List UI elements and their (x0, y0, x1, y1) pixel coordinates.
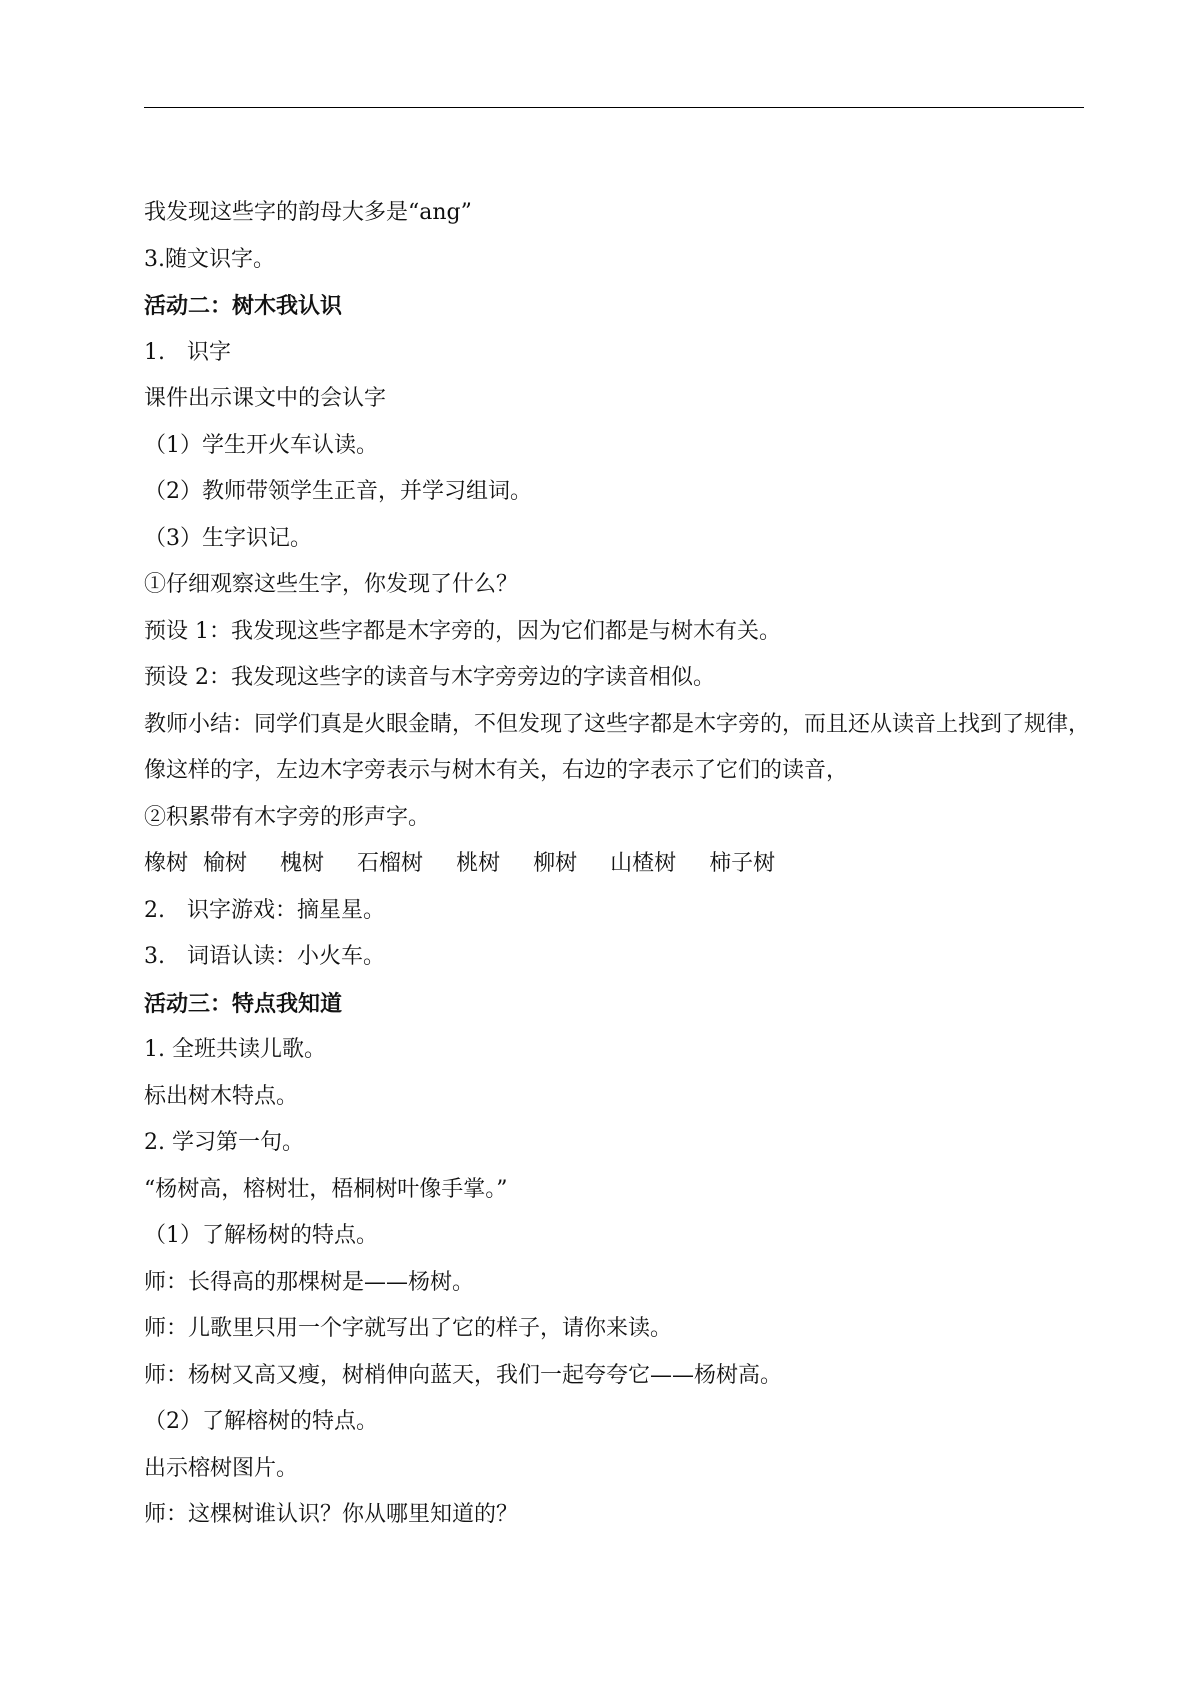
section-heading-activity-3: 活动三：特点我知道 (144, 990, 343, 1017)
tree-word: 榆树 (203, 851, 248, 876)
text-line: 2. 识字游戏：摘星星。 (144, 897, 385, 923)
tree-word: 柿子树 (709, 851, 776, 876)
text-line: 1. 识字 (144, 339, 231, 365)
text-line: 3.随文识字。 (144, 246, 275, 272)
text-line: 师：儿歌里只用一个字就写出了它的样子，请你来读。 (144, 1316, 673, 1341)
tree-word: 柳树 (533, 851, 578, 876)
text-line: ②积累带有木字旁的形声字。 (144, 804, 431, 830)
header-rule (144, 107, 1084, 108)
section-heading-activity-2: 活动二：树木我认识 (144, 293, 343, 319)
text-line: 标出树木特点。 (144, 1083, 299, 1109)
text-line: 1. 全班共读儿歌。 (144, 1037, 326, 1062)
text-line: 出示榕树图片。 (144, 1455, 299, 1481)
tree-word-list (144, 841, 1094, 888)
tree-word: 山楂树 (610, 851, 677, 876)
text-line: “杨树高，榕树壮，梧桐树叶像手掌。” (144, 1176, 508, 1202)
text-line: 师：杨树又高又瘦，树梢伸向蓝天，我们一起夸夸它——杨树高。 (144, 1362, 783, 1388)
tree-word: 石榴树 (357, 851, 424, 876)
text-line: 预设 2：我发现这些字的读音与木字旁旁边的字读音相似。 (144, 665, 715, 690)
text-line: 师：长得高的那棵树是——杨树。 (144, 1269, 475, 1295)
text-line: 我发现这些字的韵母大多是“ang” (144, 200, 472, 225)
text-line: （2）教师带领学生正音，并学习组词。 (144, 479, 532, 504)
teacher-summary-paragraph: 教师小结：同学们真是火眼金睛，不但发现了这些字都是木字旁的，而且还从读音上找到了规律，像这样的字，左边木字旁表示与树木有关，右边的字表示了它们的读音， (144, 711, 1091, 783)
text-line: 2. 学习第一句。 (144, 1130, 304, 1155)
text-line: 预设 1：我发现这些字都是木字旁的，因为它们都是与树木有关。 (144, 618, 781, 644)
tree-word: 槐树 (280, 851, 325, 876)
document-body (144, 190, 1094, 1539)
text-line: （1）了解杨树的特点。 (144, 1223, 378, 1248)
text-line: 3. 词语认读：小火车。 (144, 944, 385, 969)
text-line: 师：这棵树谁认识？你从哪里知道的？ (144, 1502, 519, 1527)
tree-word: 橡树 (144, 851, 189, 876)
text-line: （1）学生开火车认读。 (144, 432, 378, 458)
text-line: （2）了解榕树的特点。 (144, 1409, 378, 1434)
text-line: ①仔细观察这些生字，你发现了什么？ (144, 572, 519, 597)
tree-word: 桃树 (456, 851, 501, 876)
text-line: （3）生字识记。 (144, 525, 312, 551)
text-line: 课件出示课文中的会认字 (144, 386, 387, 411)
